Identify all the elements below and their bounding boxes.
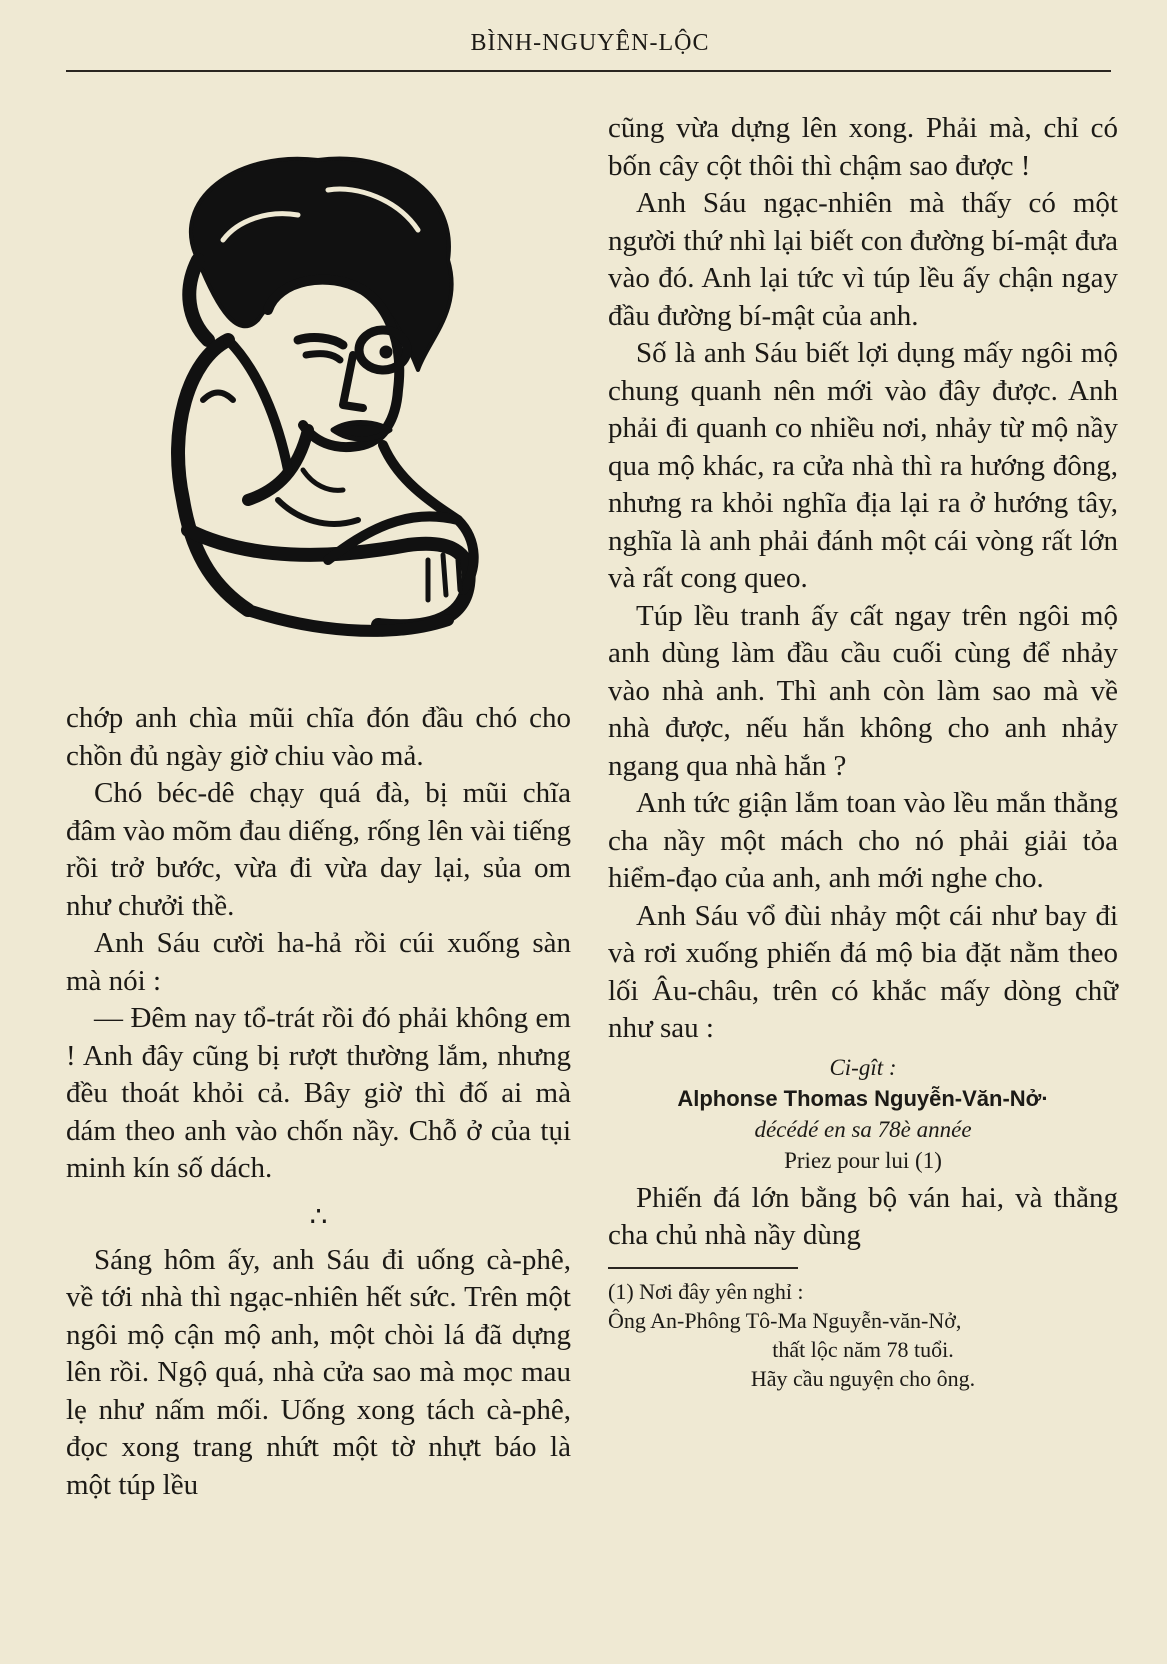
- paragraph: Sáng hôm ấy, anh Sáu đi uống cà-phê, về tới nhà thì ngạc-nhiên hết sức. Trên một ngôi mộ cận mộ anh, một chòi lá đã dựng lên rồi. Ngộ quá, nhà cửa sao mà mọc mau lẹ như nấm mối. Uống xong tách cà-phê, đọc xong trang nhứt một tờ nhựt báo là một túp lều: [66, 1243, 571, 1501]
- epitaph-line: décédé en sa 78è année: [754, 1116, 972, 1142]
- paragraph: chớp anh chìa mũi chĩa đón đầu chó cho chồn đủ ngày giờ chiu vào mả.: [66, 702, 571, 772]
- footnote-line: Ông An-Phông Tô-Ma Nguyễn-văn-Nở,: [608, 1307, 962, 1333]
- running-header: BÌNH-NGUYÊN-LỘC: [470, 30, 710, 56]
- paragraph: Anh Sáu ngạc-nhiên mà thấy có một người thứ nhì lại biết con đường bí-mật đưa vào đó. Anh lại tức vì túp lều ấy chận ngay đầu đường bí-mật của anh.: [608, 187, 1118, 332]
- epitaph-line: Ci-gît :: [829, 1054, 897, 1080]
- epitaph: [608, 1052, 1118, 1176]
- paragraph: Anh Sáu cười ha-hả rồi cúi xuống sàn mà nói :: [66, 927, 571, 997]
- epitaph-line: Priez pour lui (1): [784, 1147, 942, 1173]
- paragraph: Số là anh Sáu biết lợi dụng mấy ngôi mộ chung quanh nên mới vào đây được. Anh phải đi quanh co nhiều nơi, nhảy từ mộ nầy qua mộ khác, ra cửa nhà thì ra hướng đông, nhưng ra khỏi nghĩa địa lại ra ở hướng tây, nghĩa là anh phải đánh một cái vòng rất lớn và rất cong queo.: [608, 337, 1118, 594]
- header-rule: [66, 70, 1111, 72]
- paragraph: Túp lều tranh ấy cất ngay trên ngôi mộ anh dùng làm đầu cầu cuối cùng để nhảy vào nhà anh. Thì anh còn làm sao mà về nhà được, nếu hắn không cho anh nhảy ngang qua nhà hắn ?: [608, 599, 1118, 782]
- paragraph: Chó béc-dê chạy quá đà, bị mũi chĩa đâm vào mõm đau diếng, rống lên vài tiếng rồi trở bước, vừa đi vừa day lại, sủa om như chưởi thề.: [66, 777, 571, 922]
- footnote: [608, 1277, 1118, 1393]
- footnote-line: (1) Nơi đây yên nghỉ :: [608, 1278, 804, 1304]
- paragraph: Phiến đá lớn bằng bộ ván hai, và thằng cha chủ nhà nầy dùng: [608, 1181, 1118, 1251]
- section-separator: ∴: [309, 1201, 328, 1233]
- epitaph-line: Alphonse Thomas Nguyễn-Văn-Nở·: [677, 1085, 1049, 1111]
- left-column: [66, 700, 571, 1504]
- right-column: [608, 110, 1118, 1393]
- paragraph: — Đêm nay tổ-trát rồi đó phải không em ! Anh đây cũng bị rượt thường lắm, nhưng đều thoát khỏi cả. Bây giờ thì đố ai mà dám theo anh vào chốn nầy. Chỗ ở của tụi minh kín số dách.: [66, 1002, 571, 1184]
- paragraph: cũng vừa dựng lên xong. Phải mà, chỉ có bốn cây cột thôi thì chậm sao được !: [608, 112, 1118, 182]
- footnote-line: Hãy cầu nguyện cho ông.: [750, 1365, 976, 1391]
- woodcut-woman-portrait-icon: [128, 140, 508, 660]
- footnote-rule: [608, 1267, 798, 1269]
- footnote-line: thất lộc năm 78 tuổi.: [772, 1336, 954, 1362]
- paragraph: Anh Sáu vổ đùi nhảy một cái như bay đi và rơi xuống phiến đá mộ bia đặt nằm theo lối Âu-châu, trên có khắc mấy dòng chữ như sau :: [608, 899, 1118, 1044]
- paragraph: Anh tức giận lắm toan vào lều mắn thằng cha nầy một mách cho nó phải giải tỏa hiểm-đạo của anh, anh mới nghe cho.: [608, 787, 1118, 894]
